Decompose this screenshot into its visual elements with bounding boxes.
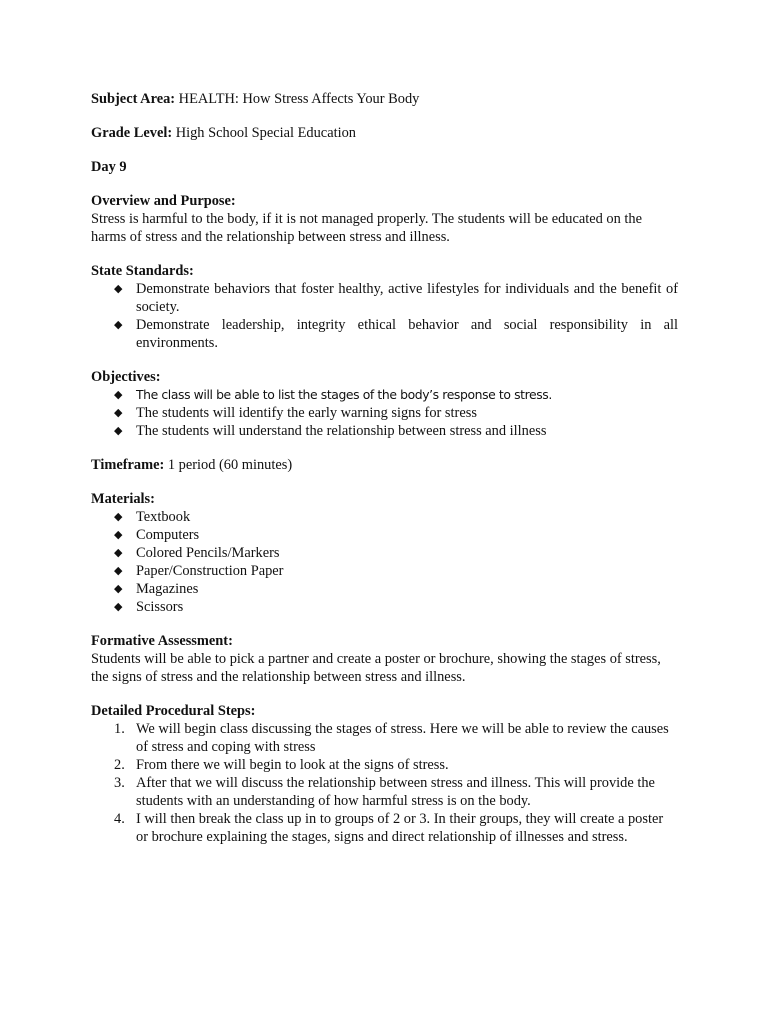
step-number: 4. bbox=[114, 811, 125, 827]
overview-heading: Overview and Purpose: bbox=[91, 193, 236, 209]
diamond-bullet-icon: ◆ bbox=[114, 283, 123, 295]
diamond-bullet-icon: ◆ bbox=[114, 547, 123, 559]
objectives-list bbox=[91, 386, 678, 440]
subject-area-line bbox=[91, 90, 678, 108]
diamond-bullet-icon: ◆ bbox=[114, 319, 123, 331]
assessment-heading: Formative Assessment: bbox=[91, 633, 233, 649]
list-item: ◆ Magazines bbox=[114, 581, 199, 597]
grade-level-label: Grade Level: bbox=[91, 125, 173, 141]
list-item: ◆ Computers bbox=[114, 527, 200, 543]
materials-list bbox=[91, 508, 678, 616]
grade-level-line bbox=[91, 124, 678, 142]
step-number: 3. bbox=[114, 775, 125, 791]
list-item: ◆ Colored Pencils/Markers bbox=[114, 545, 280, 561]
list-item: ◆ Demonstrate leadership, integrity ethical behavior and social responsibility in all environments. bbox=[114, 317, 678, 351]
list-item: ◆ The students will understand the relationship between stress and illness bbox=[114, 423, 547, 439]
day-heading: Day 9 bbox=[91, 159, 127, 175]
assessment-text: Students will be able to pick a partner and create a poster or brochure, showing the stages of stress, the signs of stress and the relationship between stress and illness. bbox=[91, 651, 661, 685]
standards-heading: State Standards: bbox=[91, 263, 194, 279]
step-number: 1. bbox=[114, 721, 125, 737]
list-item: ◆ Textbook bbox=[114, 509, 191, 525]
list-item: 4. I will then break the class up in to groups of 2 or 3. In their groups, they will create a poster or brochure explaining the stages, signs and direct relationship of illnesses and stress. bbox=[114, 811, 664, 845]
diamond-bullet-icon: ◆ bbox=[114, 529, 123, 541]
list-item: ◆ Demonstrate behaviors that foster healthy, active lifestyles for individuals and the benefit of society. bbox=[114, 281, 678, 315]
timeframe-line bbox=[91, 456, 678, 474]
timeframe-label: Timeframe: bbox=[91, 457, 165, 473]
list-item: 1. We will begin class discussing the stages of stress. Here we will be able to review the causes of stress and coping with stress bbox=[114, 721, 669, 755]
timeframe-value: 1 period (60 minutes) bbox=[164, 457, 293, 473]
diamond-bullet-icon: ◆ bbox=[114, 388, 123, 401]
materials-heading: Materials: bbox=[91, 491, 155, 507]
diamond-bullet-icon: ◆ bbox=[114, 425, 123, 437]
step-number: 2. bbox=[114, 757, 125, 773]
list-item: 2. From there we will begin to look at the signs of stress. bbox=[114, 757, 449, 773]
list-item: ◆ The students will identify the early warning signs for stress bbox=[114, 405, 477, 421]
overview-text: Stress is harmful to the body, if it is not managed properly. The students will be educated on the harms of stress and the relationship between stress and illness. bbox=[91, 211, 642, 245]
diamond-bullet-icon: ◆ bbox=[114, 511, 123, 523]
standards-list bbox=[91, 280, 678, 352]
subject-area-value: HEALTH: How Stress Affects Your Body bbox=[175, 91, 420, 107]
diamond-bullet-icon: ◆ bbox=[114, 601, 123, 613]
diamond-bullet-icon: ◆ bbox=[114, 407, 123, 419]
diamond-bullet-icon: ◆ bbox=[114, 583, 123, 595]
subject-area-label: Subject Area: bbox=[91, 91, 176, 107]
list-item: ◆ The class will be able to list the stages of the body’s response to stress. bbox=[114, 387, 552, 402]
procedure-heading: Detailed Procedural Steps: bbox=[91, 703, 256, 719]
diamond-bullet-icon: ◆ bbox=[114, 565, 123, 577]
list-item: 3. After that we will discuss the relationship between stress and illness. This will provide the students with an understanding of how harmful stress is on the body. bbox=[114, 775, 655, 809]
objectives-heading: Objectives: bbox=[91, 369, 161, 385]
list-item: ◆ Paper/Construction Paper bbox=[114, 563, 284, 579]
list-item: ◆ Scissors bbox=[114, 599, 184, 615]
procedure-list bbox=[91, 720, 678, 846]
grade-level-value: High School Special Education bbox=[172, 125, 356, 141]
